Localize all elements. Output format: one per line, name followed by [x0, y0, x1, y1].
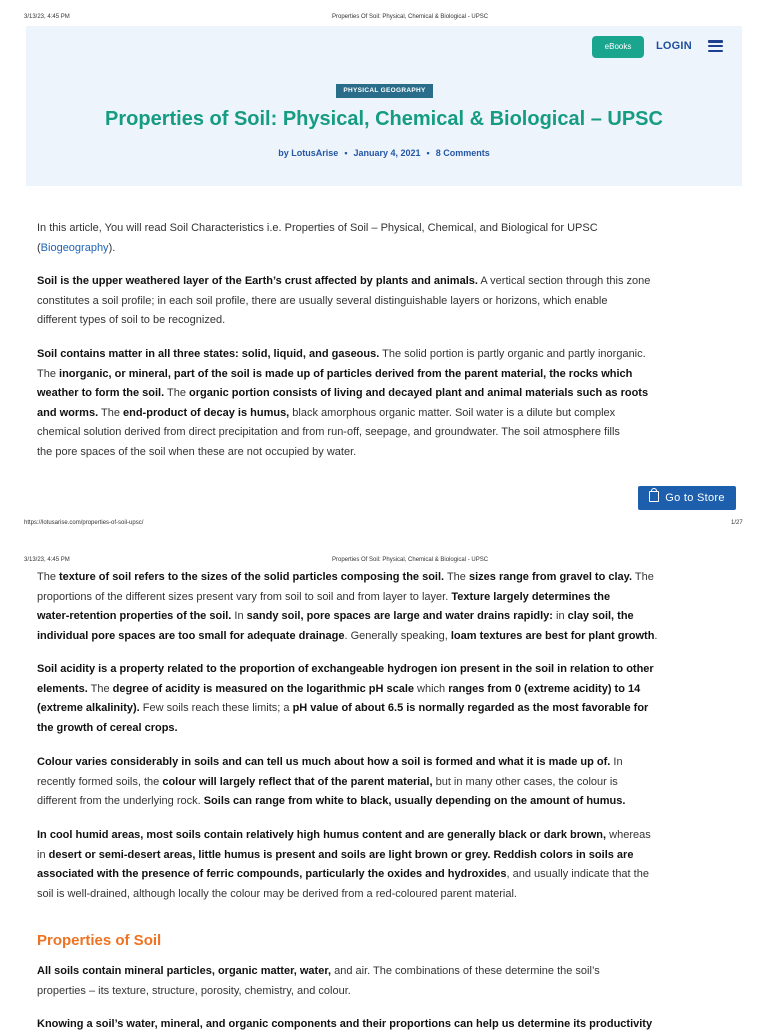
paragraph-colour: Colour varies considerably in soils and can tell us much about how a soil is formed and what it is made up of. In recently formed soils, the colour will largely reflect that of the parent material, but in many other cases, the colour is different from the underlying rock. Soils can range from white to black, usually depending on the amount of humus.: [37, 756, 626, 807]
print-doc-title: Properties Of Soil: Physical, Chemical & Biological - UPSC: [332, 557, 489, 563]
category-badge[interactable]: PHYSICAL GEOGRAPHY: [336, 84, 433, 98]
paragraph-components: All soils contain mineral particles, organic matter, water, and air. The combinations of these determine the soil’s properties – its texture, structure, porosity, chemistry, and colour.: [37, 965, 600, 997]
page-title: Properties of Soil: Physical, Chemical & Biological – UPSC: [105, 108, 663, 130]
go-to-store-button[interactable]: Go to Store: [638, 486, 736, 510]
print-doc-title: Properties Of Soil: Physical, Chemical & Biological - UPSC: [332, 14, 489, 20]
post-date[interactable]: January 4, 2021: [353, 148, 421, 158]
biogeography-link[interactable]: Biogeography: [40, 241, 109, 254]
hamburger-menu-icon[interactable]: [708, 40, 723, 52]
print-datetime: 3/13/23, 4:45 PM: [24, 557, 70, 563]
comments-link[interactable]: 8 Comments: [435, 148, 490, 158]
paragraph-soil-definition: Soil is the upper weathered layer of the Earth’s crust affected by plants and animals. A vertical section through this zone constitutes a soil profile; in each soil profile, there are usually several distinguishable layers or horizons, which enable different types of soil to be recognized.: [37, 275, 651, 326]
section-heading: Properties of Soil: [37, 932, 162, 949]
paragraph-productivity: Knowing a soil’s water, mineral, and organic components and their proportions can help us determine its productivity: [37, 1018, 653, 1030]
shopping-bag-icon: [649, 491, 659, 502]
author-link[interactable]: by LotusArise: [278, 148, 339, 158]
ebooks-button[interactable]: eBooks: [592, 36, 644, 58]
login-link[interactable]: LOGIN: [656, 40, 692, 52]
intro-paragraph: In this article, You will read Soil Characteristics i.e. Properties of Soil – Physical, Chemical, and Biological for UPSC (Biogeography).: [37, 222, 598, 254]
paragraph-acidity: Soil acidity is a property related to the proportion of exchangeable hydrogen ion present in the soil in relation to other elements. The degree of acidity is measured on the logarithmic pH scale which ranges from 0 (extreme acidity) to 14 (extreme alkalinity). Few soils reach these limits; a pH value of about 6.5 is normally regarded as the most favorable for the growth of cereal crops.: [37, 663, 654, 734]
print-url: https://lotusarise.com/properties-of-soil-upsc/: [24, 520, 144, 526]
paragraph-texture: The texture of soil refers to the sizes of the solid particles composing the soil. The sizes range from gravel to clay. The proportions of the different sizes present vary from soil to soil and from layer to layer. Texture largely determines the water-retention properties of the soil. In sandy soil, pore spaces are large and water drains rapidly: in clay soil, the individual pore spaces are too small for adequate drainage. Generally speaking, loam textures are best for plant growth.: [37, 571, 658, 642]
paragraph-humus: In cool humid areas, most soils contain relatively high humus content and are generally black or dark brown, whereas in desert or semi-desert areas, little humus is present and soils are light brown or grey. Reddish colors in soils are associated with the presence of ferric compounds, particularly the oxides and hydroxides, and usually indicate that the soil is well-drained, although locally the colour may be derived from a red-coloured parent material.: [37, 829, 651, 900]
paragraph-soil-states: Soil contains matter in all three states: solid, liquid, and gaseous. The solid portion is partly organic and partly inorganic. The inorganic, or mineral, part of the soil is made up of particles derived from the parent material, the rocks which weather to form the soil. The organic portion consists of living and decayed plant and animal materials such as roots and worms. The end-product of decay is humus, black amorphous organic matter. Soil water is a dilute but complex chemical solution derived from direct precipitation and from run-off, seepage, and groundwater. The soil atmosphere fills the pore spaces of the soil when these are not occupied by water.: [37, 348, 649, 458]
byline: by LotusArise • January 4, 2021 • 8 Comments: [278, 148, 490, 158]
print-page-number: 1/27: [731, 520, 743, 526]
print-datetime: 3/13/23, 4:45 PM: [24, 14, 70, 20]
